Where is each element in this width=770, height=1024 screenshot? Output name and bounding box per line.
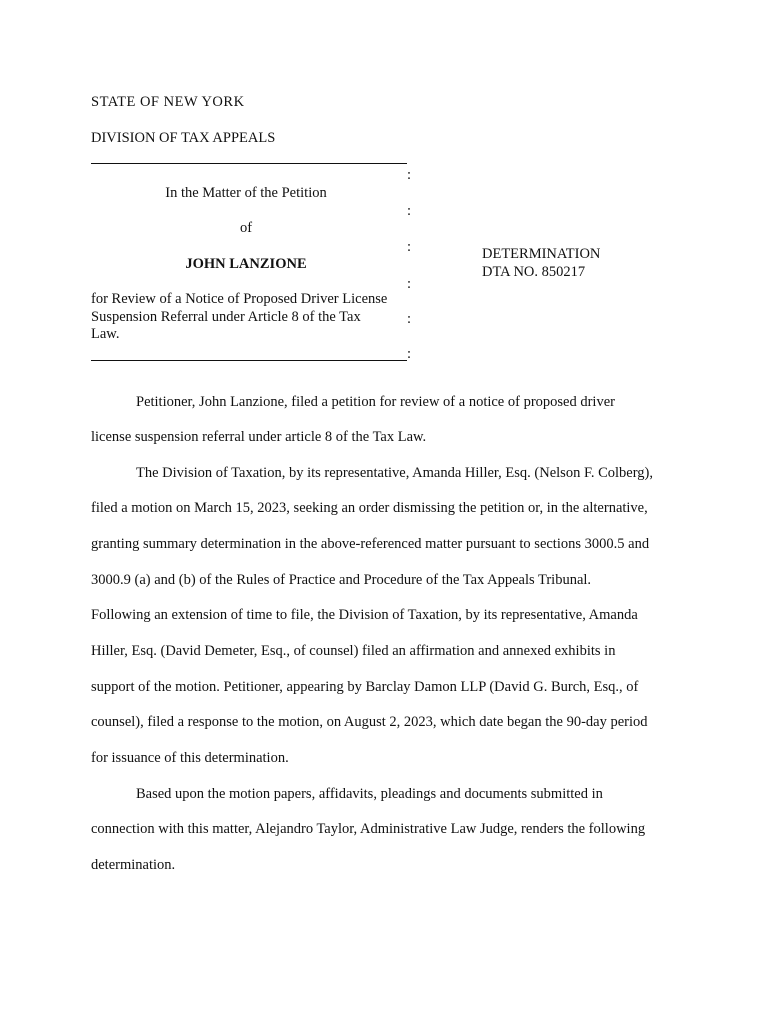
body-line: Hiller, Esq. (David Demeter, Esq., of counsel) filed an affirmation and annexed exhibits in [91, 643, 616, 659]
body-line: granting summary determination in the above-referenced matter pursuant to sections 3000.5 and [91, 536, 650, 552]
state-heading: STATE OF NEW YORK [91, 94, 245, 110]
caption-colon: : [407, 311, 412, 327]
body-line: Petitioner, John Lanzione, filed a petition for review of a notice of proposed driver [136, 394, 615, 410]
caption-review-line: Law. [91, 326, 120, 342]
body-line: Based upon the motion papers, affidavits, pleadings and documents submitted in [136, 786, 603, 802]
petitioner-name: JOHN LANZIONE [185, 256, 307, 272]
caption-colon: : [407, 276, 412, 292]
caption-colon: : [407, 167, 412, 183]
body-line: support of the motion. Petitioner, appearing by Barclay Damon LLP (David G. Burch, Esq., of [91, 679, 639, 695]
determination-title: DETERMINATION [482, 246, 601, 262]
body-line: counsel), filed a response to the motion, on August 2, 2023, which date began the 90-day period [91, 714, 648, 730]
division-heading: DIVISION OF TAX APPEALS [91, 130, 276, 146]
body-line: filed a motion on March 15, 2023, seeking an order dismissing the petition or, in the alternative, [91, 500, 648, 516]
caption-colon: : [407, 346, 412, 362]
body-line: 3000.9 (a) and (b) of the Rules of Practice and Procedure of the Tax Appeals Tribunal. [91, 572, 592, 588]
dta-number: DTA NO. 850217 [482, 264, 586, 280]
caption-of: of [239, 220, 253, 236]
body-line: license suspension referral under article 8 of the Tax Law. [91, 429, 427, 445]
body-line: The Division of Taxation, by its representative, Amanda Hiller, Esq. (Nelson F. Colberg), [136, 465, 654, 481]
caption-matter: In the Matter of the Petition [165, 185, 327, 201]
caption-review-text [91, 291, 403, 344]
body-line: for issuance of this determination. [91, 750, 289, 766]
caption-review-line: Suspension Referral under Article 8 of the Tax [91, 308, 361, 325]
caption-colon: : [407, 239, 412, 255]
body-line: Following an extension of time to file, the Division of Taxation, by its representative, Amanda [91, 607, 638, 623]
body-line: determination. [91, 857, 176, 873]
caption-bottom-rule [91, 360, 407, 361]
body-line: connection with this matter, Alejandro Taylor, Administrative Law Judge, renders the following [91, 821, 646, 837]
caption-colon: : [407, 203, 412, 219]
caption-top-rule [91, 163, 407, 164]
caption-review-line: for Review of a Notice of Proposed Driver License [91, 291, 388, 307]
